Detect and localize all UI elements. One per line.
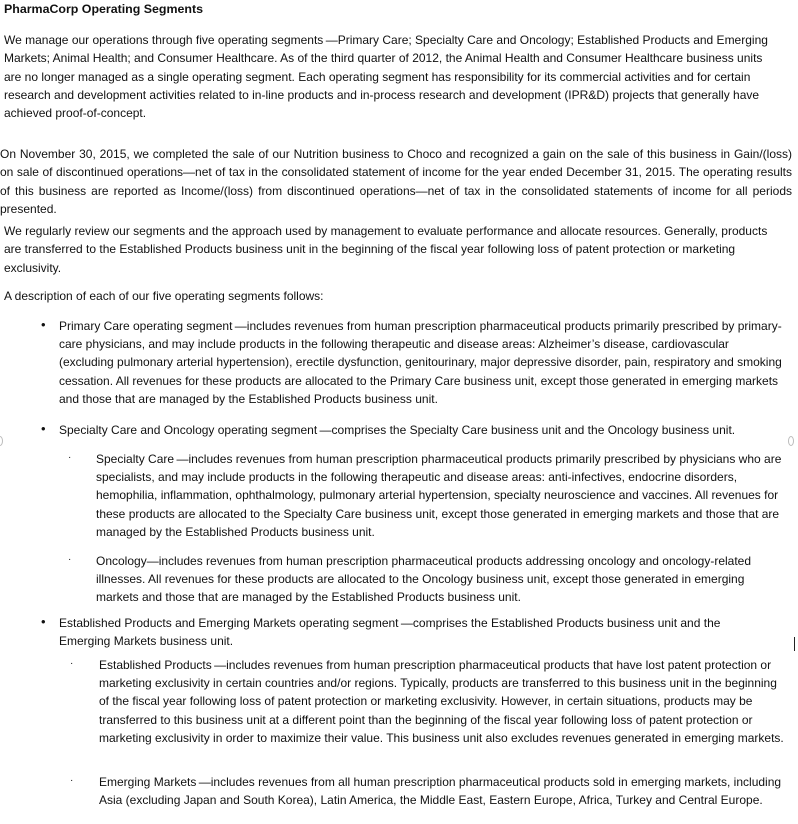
paragraph-review: We regularly review our segments and the approach used by management to evaluate performance and allocate resources. Generally, products are transferred to the Established Products business unit in the beginning of the fiscal year following loss of patent protection or marketing exclusivity. bbox=[4, 224, 768, 275]
sub-bullet-icon: · bbox=[70, 658, 74, 669]
bullet-icon: • bbox=[41, 421, 46, 436]
paragraph-nutrition-sale: On November 30, 2015, we completed the sale of our Nutrition business to Choco and recognized a gain on the sale of this business in Gain/(loss) on sale of discontinued operations—net of tax in the consolidated statement of income for the year ended December 31, 2015. The operating results of this business are reported as Income/(loss) from discontinued operations—net of tax in the consolidated statements of income for all periods presented. bbox=[0, 147, 792, 216]
bullet-icon: • bbox=[41, 317, 46, 332]
sub-bullet-icon: · bbox=[68, 452, 72, 463]
segment-emerging-markets: Emerging Markets —includes revenues from all human prescription pharmaceutical products sold in emerging markets, including Asia (excluding Japan and South Korea), Latin America, the Middle East, Eastern Europe, Africa, Turkey and Central Europe. bbox=[99, 775, 782, 808]
segment-primary-care: Primary Care operating segment —includes revenues from human prescription pharmaceutical products primarily prescribed by primary-care physicians, and may include products in the following therapeutic and disease areas: Alzheimer’s disease, cardiovascular (excluding pulmonary arterial hypertension), erectile dysfunction, genitourinary, major depressive disorder, pain, respiratory and smoking cessation. All revenues for these products are allocated to the Primary Care business unit, except those generated in emerging markets and those that are managed by the Established Products business unit. bbox=[59, 319, 782, 406]
right-margin-marker bbox=[788, 436, 794, 446]
text-cursor bbox=[794, 637, 795, 651]
document-title: PharmaCorp Operating Segments bbox=[4, 2, 203, 16]
segment-oncology: Oncology—includes revenues from human prescription pharmaceutical products addressing oncology and oncology-related illnesses. All revenues for these products are allocated to the Oncology business unit, except those generated in emerging markets and those that are managed by the Established Products business unit. bbox=[96, 554, 752, 605]
bullet-icon: • bbox=[41, 614, 46, 629]
segment-established-products: Established Products —includes revenues from human prescription pharmaceutical products that have lost patent protection or marketing exclusivity in certain countries and/or regions. Typically, products are transferred to this business unit in the beginning of the fiscal year following loss of patent protection or marketing exclusivity. However, in certain situations, products may be transferred to this business unit at a different point than the beginning of the fiscal year following loss of patent protection or marketing exclusivity in order to maximize their value. This business unit also excludes revenues generated in emerging markets. bbox=[99, 658, 784, 745]
segment-established-emerging: Established Products and Emerging Markets operating segment —comprises the Established Products business unit and the Emerging Markets business unit. bbox=[59, 616, 721, 649]
paragraph-segments-intro: A description of each of our five operating segments follows: bbox=[4, 289, 324, 303]
left-margin-marker bbox=[0, 436, 3, 446]
sub-bullet-icon: · bbox=[68, 554, 72, 565]
paragraph-intro: We manage our operations through five operating segments —Primary Care; Specialty Care and Oncology; Established Products and Emerging Markets; Animal Health; and Consumer Healthcare. As of the third quarter of 2012, the Animal Health and Consumer Healthcare business units are no longer managed as a single operating segment. Each operating segment has responsibility for its commercial activities and for certain research and development activities related to in-line products and in-process research and development (IPR&D) projects that generally have achieved proof-of-concept. bbox=[4, 33, 768, 121]
sub-bullet-icon: · bbox=[70, 775, 74, 786]
segment-specialty-oncology: Specialty Care and Oncology operating segment —comprises the Specialty Care business unit and the Oncology business unit. bbox=[59, 423, 736, 437]
segment-specialty-care: Specialty Care —includes revenues from human prescription pharmaceutical products primarily prescribed by physicians who are specialists, and may include products in the following therapeutic and disease areas: anti-infectives, endocrine disorders, hemophilia, inflammation, ophthalmology, pulmonary arterial hypertension, specialty neuroscience and vaccines. All revenues for these products are allocated to the Specialty Care business unit, except those generated in emerging markets and those that are managed by the Established Products business unit. bbox=[96, 452, 782, 539]
